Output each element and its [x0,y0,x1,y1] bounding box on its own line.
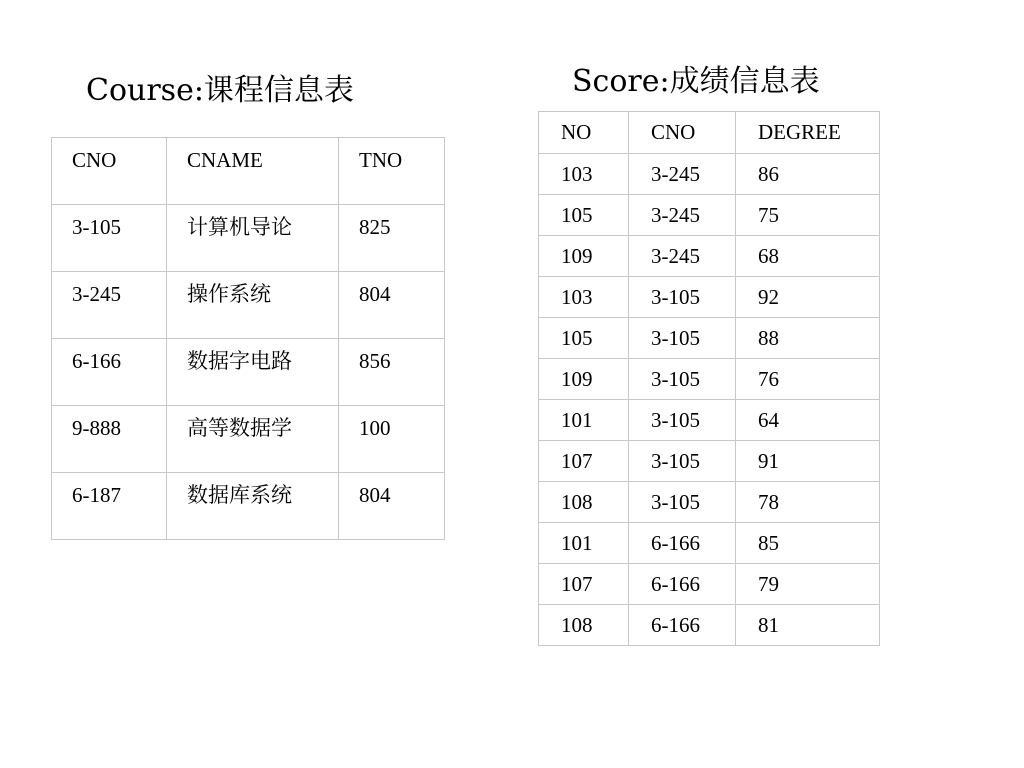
cell-no: 109 [561,367,593,391]
table-cell [629,236,736,277]
cell-tno: 856 [359,349,391,373]
header-no: NO [561,120,592,144]
table-cell [167,205,339,272]
score-table-title: Score:成绩信息表 [572,64,820,99]
cell-tno: 804 [359,483,391,507]
table-cell [736,564,880,605]
header-tno: TNO [359,148,403,172]
cell-degree: 91 [758,449,779,473]
cell-degree: 81 [758,613,779,637]
table-cell [629,441,736,482]
table-row [539,359,880,400]
table-cell [167,406,339,473]
cell-cno: 3-245 [651,244,700,268]
header-cname: CNAME [187,148,263,172]
table-cell [629,195,736,236]
cell-cno: 3-105 [651,326,700,350]
table-row [539,400,880,441]
table-cell [167,339,339,406]
table-cell [736,605,880,646]
cell-cname: 计算机导论 [187,215,292,239]
header-degree: DEGREE [758,120,841,144]
cell-cno: 6-166 [651,613,700,637]
cell-degree: 88 [758,326,779,350]
table-row [539,605,880,646]
cell-degree: 86 [758,162,779,186]
table-cell [539,359,629,400]
table-cell [736,318,880,359]
table-cell [52,406,167,473]
table-cell [736,441,880,482]
table-cell [52,339,167,406]
table-row [539,564,880,605]
table-cell [167,272,339,339]
cell-cno: 3-245 [651,203,700,227]
cell-cno: 6-166 [651,531,700,555]
cell-no: 101 [561,531,593,555]
table-cell [167,473,339,540]
score-header-cell [629,112,736,154]
table-cell [629,523,736,564]
cell-no: 103 [561,162,593,186]
cell-degree: 68 [758,244,779,268]
table-cell [629,359,736,400]
cell-no: 108 [561,613,593,637]
table-cell [539,564,629,605]
cell-degree: 64 [758,408,779,432]
table-cell [629,318,736,359]
course-table-title: Course:课程信息表 [86,73,354,108]
table-cell [736,236,880,277]
cell-degree: 79 [758,572,779,596]
cell-cname: 操作系统 [187,282,271,306]
table-cell [52,272,167,339]
table-cell [539,154,629,195]
cell-cno: 3-105 [651,490,700,514]
cell-cname: 高等数据学 [187,416,292,440]
table-cell [539,277,629,318]
header-cno: CNO [72,148,117,172]
course-header-cell [339,138,445,205]
cell-cname: 数据字电路 [187,349,292,373]
score-header-cell [539,112,629,154]
table-cell [52,205,167,272]
cell-no: 107 [561,449,593,473]
table-row [539,195,880,236]
cell-no: 107 [561,572,593,596]
course-header-cell [167,138,339,205]
table-cell [629,605,736,646]
table-cell [539,318,629,359]
table-cell [539,195,629,236]
cell-tno: 100 [359,416,391,440]
table-cell [736,400,880,441]
cell-cno: 3-245 [651,162,700,186]
score-header-row [539,112,880,154]
score-table [538,111,880,646]
table-row [52,473,445,540]
table-cell [339,473,445,540]
table-row [539,318,880,359]
table-cell [629,400,736,441]
table-row [539,154,880,195]
cell-cno: 3-105 [651,449,700,473]
score-header-cell [736,112,880,154]
table-cell [736,277,880,318]
cell-cno: 9-888 [72,416,121,440]
cell-no: 109 [561,244,593,268]
table-cell [629,482,736,523]
cell-tno: 825 [359,215,391,239]
table-row [539,236,880,277]
cell-tno: 804 [359,282,391,306]
table-cell [736,359,880,400]
table-cell [736,523,880,564]
table-cell [52,473,167,540]
cell-cno: 6-166 [651,572,700,596]
header-cno: CNO [651,120,696,144]
table-cell [736,482,880,523]
cell-cno: 3-105 [651,367,700,391]
table-cell [339,339,445,406]
table-cell [539,482,629,523]
table-cell [539,441,629,482]
table-cell [629,154,736,195]
cell-cno: 3-105 [72,215,121,239]
table-cell [539,400,629,441]
table-row [539,523,880,564]
table-cell [539,605,629,646]
course-table [51,137,445,540]
table-row [539,441,880,482]
table-row [52,272,445,339]
table-cell [736,195,880,236]
table-row [52,205,445,272]
cell-cno: 6-187 [72,483,121,507]
table-cell [339,272,445,339]
cell-cno: 3-105 [651,285,700,309]
table-row [539,482,880,523]
table-cell [629,564,736,605]
cell-cno: 6-166 [72,349,121,373]
table-cell [539,523,629,564]
cell-cno: 3-245 [72,282,121,306]
table-cell [339,205,445,272]
course-header-row [52,138,445,205]
cell-no: 108 [561,490,593,514]
table-cell [736,154,880,195]
cell-degree: 76 [758,367,779,391]
table-cell [339,406,445,473]
table-row [52,406,445,473]
cell-degree: 92 [758,285,779,309]
course-header-cell [52,138,167,205]
cell-no: 105 [561,326,593,350]
table-row [539,277,880,318]
table-cell [629,277,736,318]
cell-no: 105 [561,203,593,227]
table-row [52,339,445,406]
cell-cno: 3-105 [651,408,700,432]
cell-degree: 85 [758,531,779,555]
cell-cname: 数据库系统 [187,483,292,507]
cell-degree: 78 [758,490,779,514]
table-cell [539,236,629,277]
cell-no: 103 [561,285,593,309]
cell-no: 101 [561,408,593,432]
cell-degree: 75 [758,203,779,227]
